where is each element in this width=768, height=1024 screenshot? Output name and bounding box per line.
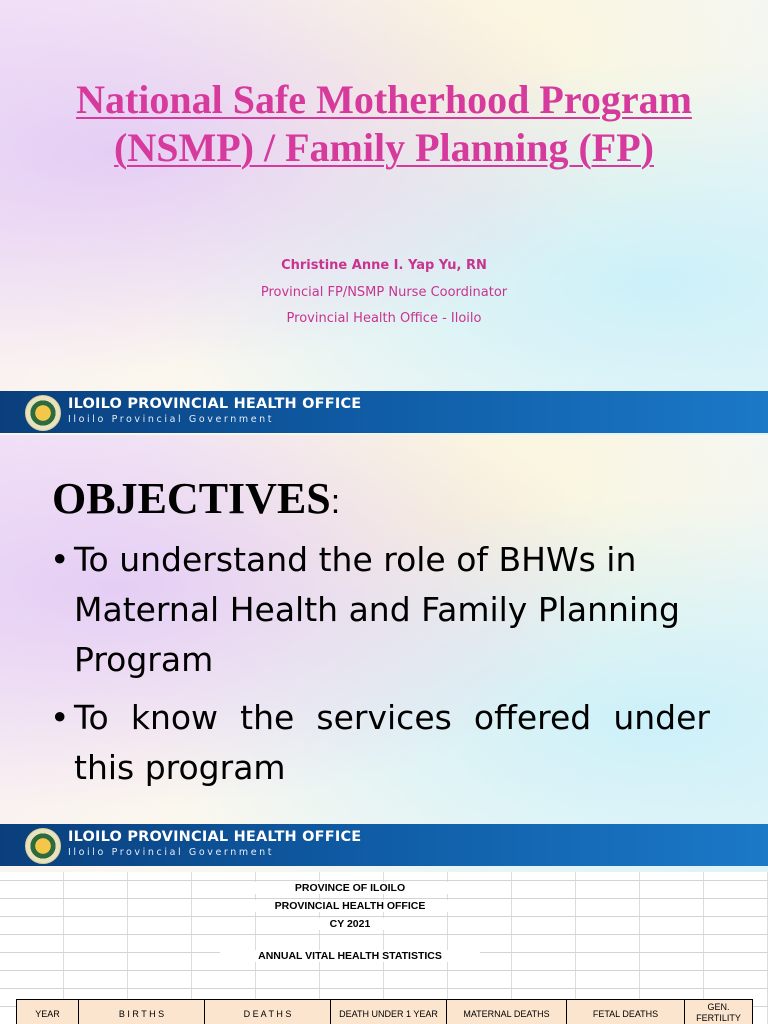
column-header-infant-deaths: DEATH UNDER 1 YEAR [331,1000,447,1024]
objective-text: To understand the role of BHWs in Maternal Health and Family Planning Program [74,540,680,679]
presenter-office: Provincial Health Office - Iloilo [286,311,482,326]
footer-banner [0,391,768,433]
column-header-year: YEAR [17,1000,79,1024]
presentation-title: National Safe Motherhood Program (NSMP) / Family Planning (FP) [76,77,692,170]
banner-subtitle: Iloilo Provincial Government [68,847,275,858]
objectives-list [50,535,710,801]
provincial-seal-icon [25,828,61,864]
banner-title: ILOILO PROVINCIAL HEALTH OFFICE [68,396,362,412]
sheet-province: PROVINCE OF ILOILO [250,882,450,894]
banner-subtitle: Iloilo Provincial Government [68,414,275,425]
column-header-gen-fertility: GEN. FERTILITY [685,1000,753,1024]
sheet-table-title: ANNUAL VITAL HEALTH STATISTICS [220,950,480,962]
bullet-icon: • [50,540,70,579]
column-header-maternal-deaths: MATERNAL DEATHS [447,1000,567,1024]
presenter-name: Christine Anne I. Yap Yu, RN [281,258,487,273]
sheet-office: PROVINCIAL HEALTH OFFICE [250,900,450,912]
column-header-births: B I R T H S [79,1000,205,1024]
sheet-year: CY 2021 [300,918,400,930]
objectives-heading-text: OBJECTIVES [52,474,331,523]
bullet-icon: • [50,698,70,737]
presenter-role: Provincial FP/NSMP Nurse Coordinator [260,285,508,300]
column-header-deaths: D E A T H S [205,1000,331,1024]
provincial-seal-icon [25,395,61,431]
objectives-heading [52,473,340,528]
column-header-fetal-deaths: FETAL DEATHS [567,1000,685,1024]
objectives-heading-colon: : [330,483,341,521]
title-slide [0,0,768,435]
objectives-slide [0,435,768,872]
objective-item [50,535,710,685]
statistics-sheet [0,872,768,1024]
objective-item [50,693,710,793]
footer-banner [0,824,768,866]
objective-text: To know the services offered under this program [74,698,710,787]
table-header-row [16,999,753,1024]
banner-title: ILOILO PROVINCIAL HEALTH OFFICE [68,829,362,845]
